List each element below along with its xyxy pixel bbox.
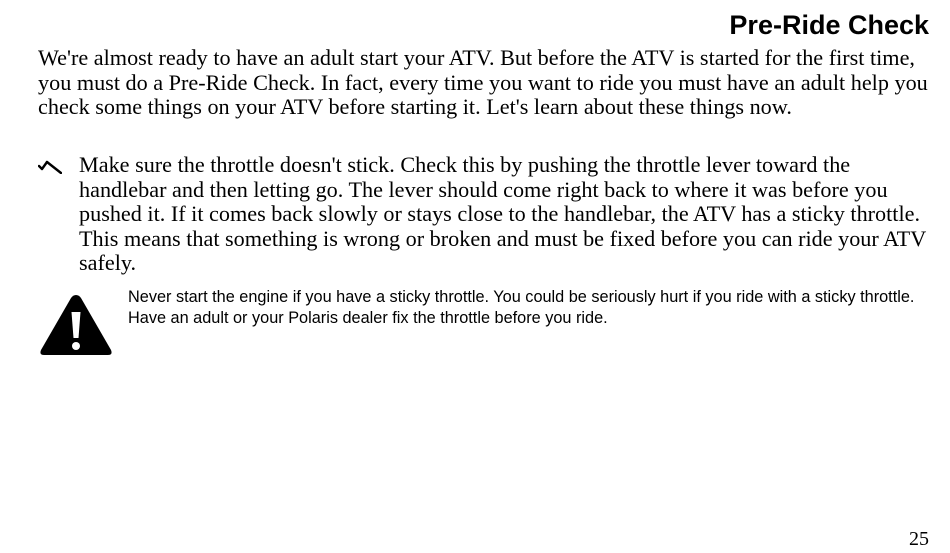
warning-triangle-icon [38, 292, 114, 358]
checkmark-icon [38, 158, 62, 174]
check-item-throttle [38, 153, 933, 276]
intro-paragraph: We're almost ready to have an adult start your ATV. But before the ATV is started for the first time, you must do a Pre-Ride Check. In fact, every time you want to ride you must have an adult help you check some things on your ATV before starting it. Let's learn about these things now. [38, 45, 928, 119]
page-title: Pre-Ride Check [729, 10, 929, 40]
page-number: 25 [909, 528, 929, 550]
check-item-text: Make sure the throttle doesn't stick. Check this by pushing the throttle lever toward the handlebar and then letting go. The lever should come right back to where it was before you pushed it. If it comes back slowly or stays close to the handlebar, the ATV has a sticky throttle. This means that something is wrong or broken and must be fixed before you can ride your ATV safely. [79, 152, 926, 275]
warning-text: Never start the engine if you have a sticky throttle. You could be seriously hurt if you ride with a sticky throttle. Have an adult or your Polaris dealer fix the throttle before you ride. [128, 288, 915, 327]
